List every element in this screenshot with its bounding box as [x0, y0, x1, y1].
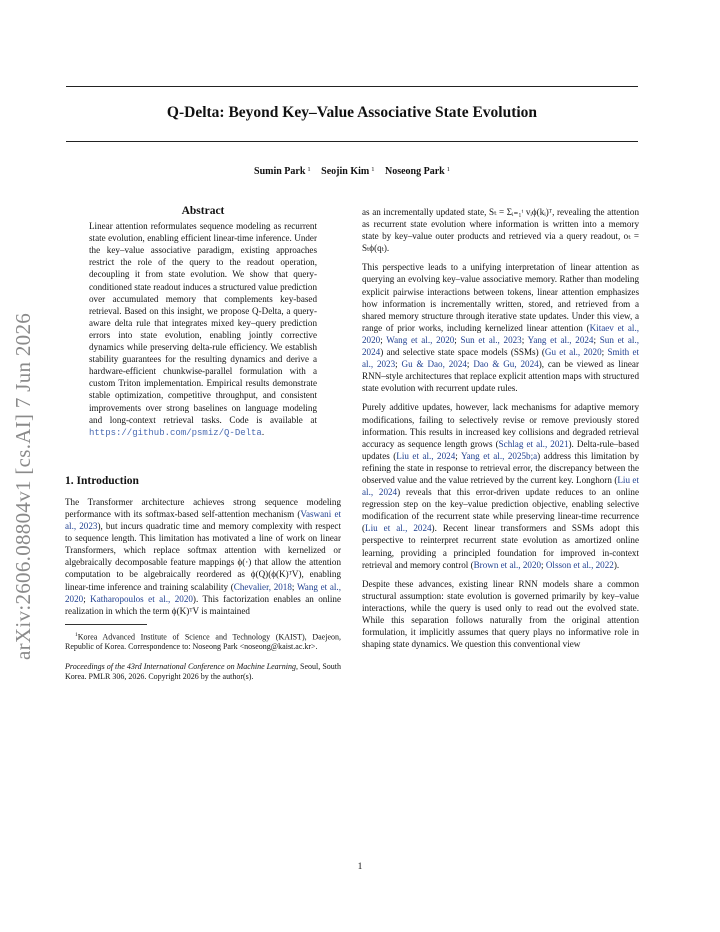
code-link[interactable]: https://github.com/psmiz/Q-Delta [89, 427, 262, 438]
text-run: ; [454, 334, 461, 345]
text-run: ) and selective state space models (SSMs) ( [380, 347, 545, 358]
intro-paragraph [65, 496, 341, 617]
citation-link[interactable]: Liu et al., 2024 [365, 523, 432, 534]
left-column [65, 205, 341, 682]
footnote-marker: 1 [75, 631, 78, 638]
citation-link[interactable]: Gu & Dao, 2024 [401, 359, 467, 370]
citation-link[interactable]: Olsson et al., 2022 [545, 559, 614, 570]
proceedings-rest: , Seoul, South Korea. PMLR 306, 2026. Copyright 2026 by the author(s). [65, 662, 341, 682]
citation-link[interactable]: Kitaev et al., 2020 [362, 322, 639, 345]
text-run: ) reveals that this error-driven update reduces to an online regression step on the key–value prediction objective, enabling selective modification of the recurrent state while preserving linear-time recurrence ( [362, 487, 640, 534]
citation-link[interactable]: Vaswani et al., 2023 [65, 508, 342, 532]
abstract-heading: Abstract [181, 205, 225, 217]
citation-link[interactable]: Schlag et al., 2021 [498, 438, 569, 449]
text-run: ). This factorization enables an online realization in which the term ϕ(K)ᵀV is maintained [65, 593, 341, 616]
citation-link[interactable]: Sun et al., 2024 [362, 334, 639, 358]
citation-link[interactable]: Wang et al., 2020 [386, 334, 455, 345]
title-rule-bottom [66, 141, 638, 142]
right-column [362, 206, 639, 657]
body-paragraph: as an incrementally updated state, Sₜ = Σᵢ₌₁ᵗ vᵢϕ(kᵢ)ᵀ, revealing the attention as recurrent state evolution where information is written into a memory state by key–value outer products and retrieved via a query readout, oₜ = Sₜϕ(qₜ). [362, 207, 639, 254]
text-run: ; [466, 359, 474, 370]
author-affil: 1 [371, 166, 375, 173]
abstract-end: . [261, 426, 265, 437]
text-run: ). [613, 559, 620, 570]
text-run: ) address this limitation by refining the state in response to retrieval error, the discrepancy between the observed value and the value retrieved by the current key. Longhorn ( [362, 450, 639, 485]
proceedings-venue: Proceedings of the 43rd International Conference on Machine Learning [65, 662, 296, 672]
citation-link[interactable]: Wang et al., 2020 [65, 581, 341, 604]
citation-link[interactable]: Brown et al., 2020 [473, 559, 542, 570]
author-name: Seojin Kim [321, 166, 370, 177]
citation-link[interactable]: Yang et al., 2024 [527, 334, 594, 345]
citation-link[interactable]: Sun et al., 2023 [460, 334, 522, 345]
paper-title: Q-Delta: Beyond Key–Value Associative State Evolution [166, 104, 538, 121]
citation-link[interactable]: Dao & Gu, 2024 [473, 359, 539, 370]
text-run: ; [593, 334, 600, 345]
text-run: The Transformer architecture achieves strong sequence modeling performance with its softmax-based self-attention mechanism ( [65, 496, 341, 519]
author-name: Noseong Park [384, 166, 445, 177]
abstract-text: Linear attention reformulates sequence modeling as recurrent state evolution, enabling efficient linear-time inference. Under the key–value associative paradigm, existing approaches restrict the role of the query to the readout operation, decoupling it from state evolution. We show that query-conditioned state readout induces a structured value prediction over accumulated memory that complements key-based retrieval. Based on this insight, we propose Q-Delta, a query-aware delta rule that integrates mixed key–query prediction errors into state evolution, enabling jointly corrective dynamics while preserving delta-rule efficiency. We establish stability guarantees for the resulting dynamics and derive a hardware-efficient chunkwise-parallel formulation with a custom Triton implementation. Empirical results demonstrate stable optimization, competitive throughput, and consistent improvements over strong baselines on language modeling and long-context retrieval tasks. Code is available at [89, 221, 317, 425]
title-rule-top [66, 86, 638, 87]
text-run: ; [83, 593, 91, 604]
text-run: ; [541, 559, 546, 570]
author-list [66, 166, 638, 177]
citation-link[interactable]: Chevalier, 2018 [233, 581, 292, 592]
footnote-text: Korea Advanced Institute of Science and Technology (KAIST), Daejeon, Republic of Korea. Correspondence to: Noseong Park <noseong@kaist.ac.kr>. [65, 632, 341, 652]
text-run: ; [380, 334, 387, 345]
citation-link[interactable]: Liu et al., 2024 [396, 450, 456, 461]
text-run: ; [395, 359, 402, 370]
body-paragraph: Despite these advances, existing linear RNN models share a common structural assumption: state evolution is governed primarily by key–value interactions, while the query is used only to read out the evolved state. While this separation follows naturally from the original attention formulation, it implicitly assumes that query plays no informative role in shaping state dynamics. We question this conventional view [362, 578, 639, 650]
author-affil: 1 [307, 166, 311, 173]
text-run: ). Delta-rule–based updates ( [362, 438, 639, 461]
body-paragraph [362, 261, 639, 394]
footnote-rule [65, 624, 147, 625]
citation-link[interactable]: Yang et al., 2025b;a [460, 450, 538, 461]
text-run: ; [521, 334, 528, 345]
citation-link[interactable]: Smith et al., 2023 [362, 347, 640, 370]
abstract-body [89, 220, 317, 439]
page-number: 1 [357, 862, 363, 872]
section-heading-introduction: 1. Introduction [65, 474, 139, 487]
proceedings-note [65, 662, 341, 682]
text-run: ), can be viewed as linear RNN–style architectures that replace explicit attention maps with structured state evolution with recurrent update rules. [362, 359, 639, 394]
affiliation-footnote [65, 630, 341, 653]
arxiv-identifier: arXiv:2606.08804v1 [cs.AI] 7 Jun 2026 [11, 312, 35, 660]
text-run: ; [291, 581, 297, 592]
citation-link[interactable]: Gu et al., 2020 [544, 347, 602, 358]
text-run: This perspective leads to a unifying interpretation of linear attention as querying an evolving key–value associative memory. Rather than modeling explicit pairwise interactions between tokens, linear attention emphasizes how information is incrementally written, stored, and retrieved from a shared memory structure through iterative state updates. Under this view, a range of prior works, including kernelized linear attention ( [362, 262, 639, 333]
text-run: ). Recent linear transformers and SSMs adopt this perspective to reinterpret recurrent state evolution as amortized online learning, providing a principled foundation for improved in-context retrieval and memory control ( [362, 523, 639, 570]
text-run: ; [455, 450, 461, 461]
citation-link[interactable]: Katharopoulos et al., 2020 [90, 593, 193, 604]
text-run: ), but incurs quadratic time and memory complexity with respect to sequence length. This limitation has motivated a line of work on linear Transformers, which replace softmax attention with kernelized or algebraically decomposable feature mappings ϕ(·) that allow the attention computation to be algebraically reordered as ϕ(Q)(ϕ(K)ᵀV), enabling linear-time inference and training scalability ( [65, 521, 341, 592]
author-name: Sumin Park [254, 166, 306, 177]
author-affil: 1 [446, 166, 450, 173]
text-run: Purely additive updates, however, lack mechanisms for adaptive memory modifications, failing to selectively revise or remove previously stored information. This results in increased key collisions and degraded retrieval accuracy as sequence length grows ( [362, 402, 639, 449]
citation-link[interactable]: Liu et al., 2024 [362, 474, 639, 498]
text-run: ; [601, 347, 608, 358]
body-paragraph [362, 401, 639, 570]
